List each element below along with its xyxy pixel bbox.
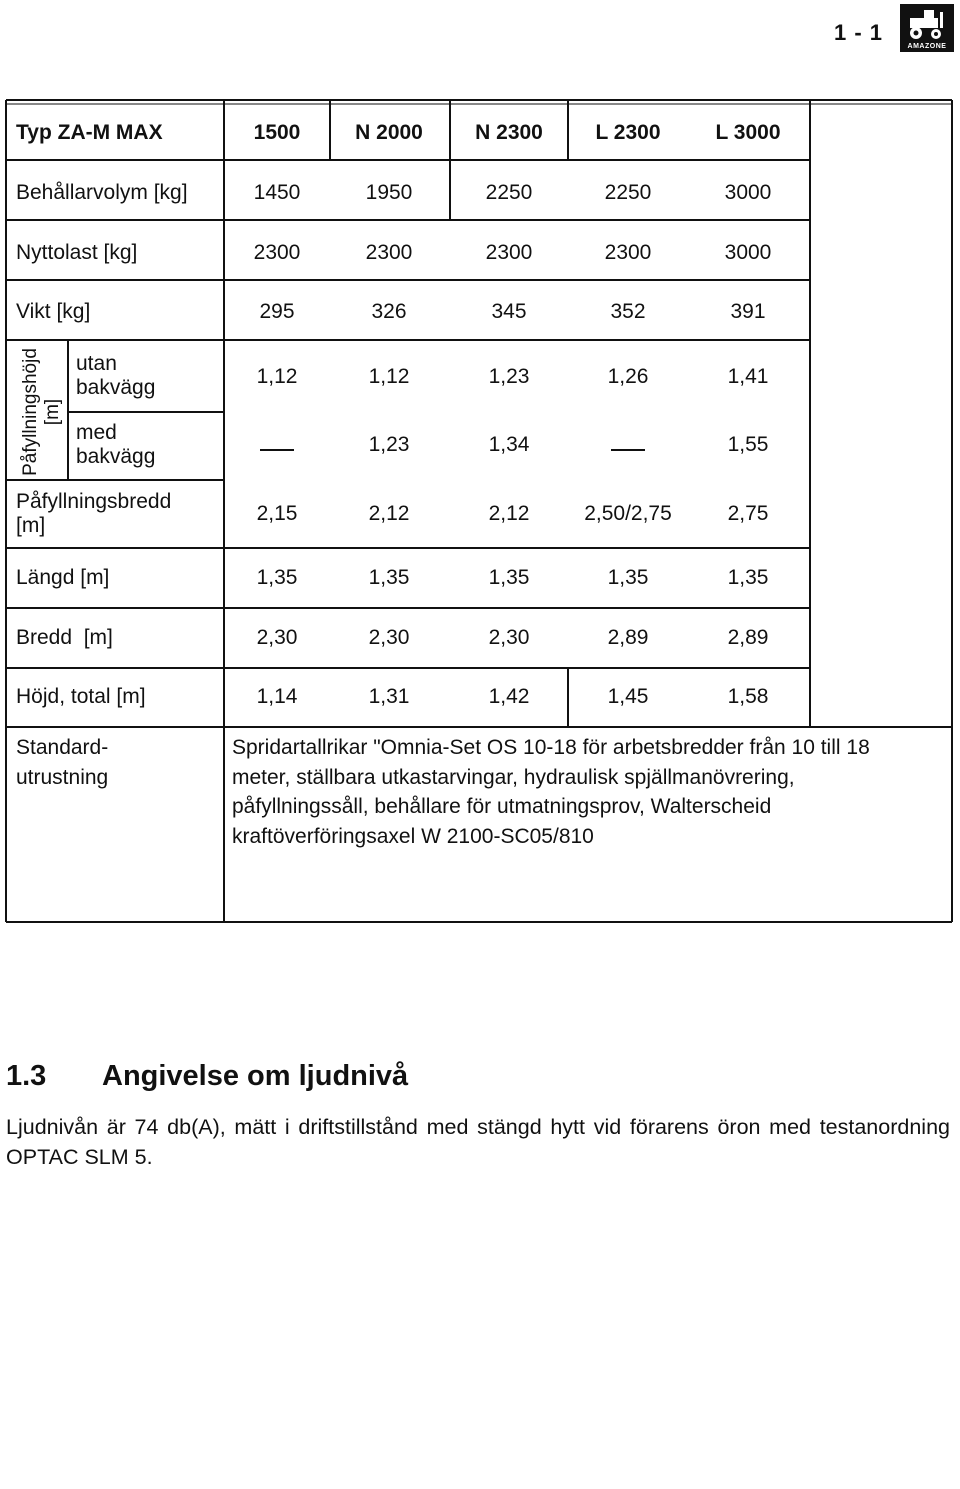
section-title: Angivelse om ljudnivå: [102, 1060, 409, 1092]
table-cell: 1,26: [607, 365, 649, 388]
row-label: Längd [m]: [16, 566, 110, 589]
table-cell: 1,23: [488, 365, 530, 388]
table-cell: 1,35: [607, 566, 649, 589]
fill-width-line1: Påfyllningsbredd: [16, 490, 172, 513]
table-cell: 2300: [253, 241, 301, 264]
table-cell: 3000: [724, 181, 772, 204]
standard-equipment-text: Spridartallrikar "Omnia-Set OS 10-18 för arbetsbredder från 10 till 18 meter, ställbara utkastarvingar, hydraulisk spjällmanövrering, påfyllningssåll, behållare för utmatningsprov, Walterscheid kraftöverföringsaxel W 2100-SC05/810: [232, 736, 870, 848]
table-cell: 1,12: [368, 365, 410, 388]
table-cell: 1,35: [488, 566, 530, 589]
table-cell: 2,89: [607, 626, 649, 649]
fill-width-label: [16, 485, 171, 543]
table-cell: 2300: [365, 241, 413, 264]
without-wall-line2: bakvägg: [76, 376, 156, 399]
table-cell: 3000: [724, 241, 772, 264]
model-header: N 2300: [475, 121, 543, 144]
section-paragraph: Ljudnivån är 74 db(A), mätt i driftstillstånd med stängd hytt vid förarens öron med testanordning OPTAC SLM 5.: [6, 1115, 950, 1169]
table-cell: 1,41: [727, 365, 769, 388]
table-cell: 2,30: [256, 626, 298, 649]
table-cell: 2,30: [488, 626, 530, 649]
table-cell: 1,14: [256, 685, 298, 708]
table-cell: 352: [610, 300, 646, 323]
table-cell: 1,35: [256, 566, 298, 589]
fill-height-unit: [m]: [42, 398, 63, 426]
fill-height-label: Påfyllningshöjd: [20, 348, 41, 476]
fill-width-line2: [m]: [16, 514, 46, 537]
table-cell: 2250: [485, 181, 533, 204]
table-cell: 2,15: [256, 502, 298, 525]
table-cell: 2,89: [727, 626, 769, 649]
with-wall-line2: bakvägg: [76, 445, 156, 468]
table-cell: 345: [491, 300, 527, 323]
section-number: 1.3: [6, 1060, 47, 1092]
model-header: L 2300: [595, 121, 661, 144]
with-wall-line1: med: [76, 421, 117, 444]
table-cell: 2300: [604, 241, 652, 264]
empty-dash: [226, 428, 328, 458]
empty-dash: [568, 428, 688, 458]
section-heading: [6, 1060, 408, 1093]
model-header: N 2000: [355, 121, 423, 144]
table-cell: 2,12: [368, 502, 410, 525]
row-label: Vikt [kg]: [16, 300, 91, 323]
row-label: Bredd [m]: [16, 626, 113, 649]
row-label: Behållarvolym [kg]: [16, 181, 188, 204]
table-cell: 1950: [365, 181, 413, 204]
table-cell: 1,42: [488, 685, 530, 708]
without-wall-line1: utan: [76, 352, 117, 375]
model-header: L 3000: [715, 121, 781, 144]
row-label: Höjd, total [m]: [16, 685, 146, 708]
table-cell: 1,35: [368, 566, 410, 589]
table-cell: 1,45: [607, 685, 649, 708]
standard-label-line1: Standard-: [16, 736, 109, 759]
table-cell: 2250: [604, 181, 652, 204]
table-cell: 2,12: [488, 502, 530, 525]
model-header: 1500: [253, 121, 301, 144]
table-cell: 391: [730, 300, 766, 323]
table-cell: 2,50/2,75: [584, 502, 672, 525]
table-cell: 1,12: [256, 365, 298, 388]
table-cell: 1,58: [727, 685, 769, 708]
with-wall-label: [76, 417, 155, 473]
table-cell: 1450: [253, 181, 301, 204]
table-cell: 326: [371, 300, 407, 323]
page-number: 1 - 1: [834, 20, 884, 45]
table-cell: 1,35: [727, 566, 769, 589]
table-cell: 2,30: [368, 626, 410, 649]
table-cell: 1,34: [488, 433, 530, 456]
type-header: Typ ZA-M MAX: [16, 121, 163, 144]
table-cell: 1,55: [727, 433, 769, 456]
table-cell: 2300: [485, 241, 533, 264]
fill-height-group-label: [18, 350, 66, 474]
table-cell: 1,31: [368, 685, 410, 708]
table-cell: 295: [259, 300, 295, 323]
standard-equipment-label: [16, 733, 108, 792]
standard-label-line2: utrustning: [16, 765, 109, 789]
table-cell: 2,75: [727, 502, 769, 525]
without-wall-label: [76, 348, 155, 404]
row-label: Nyttolast [kg]: [16, 241, 138, 264]
table-cell: 1,23: [368, 433, 410, 456]
logo-text: AMAZONE: [907, 43, 947, 50]
